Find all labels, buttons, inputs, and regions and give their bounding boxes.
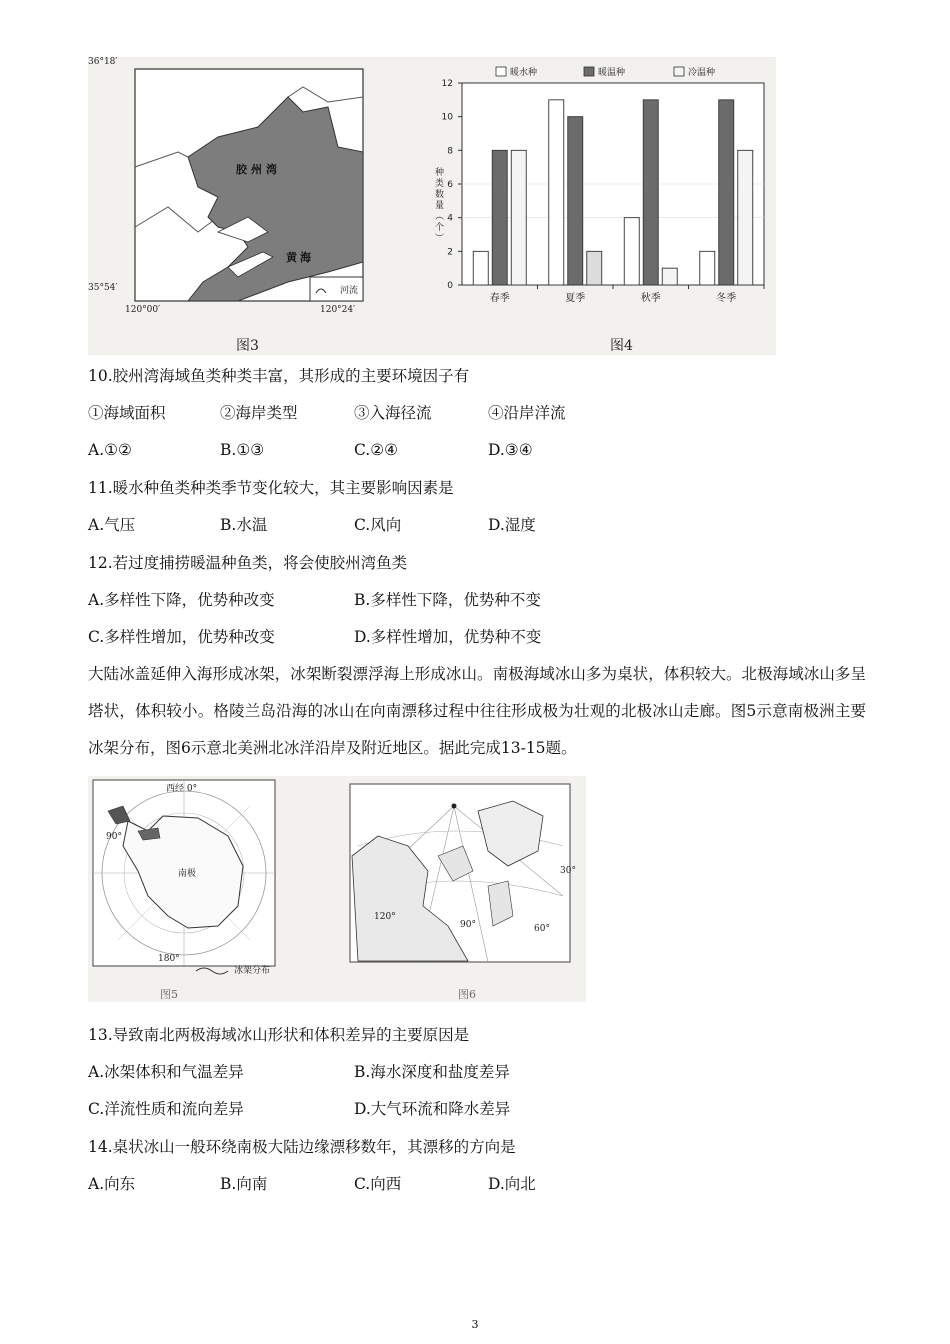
legend-label-1: 暖温种: [598, 68, 626, 78]
fig6-label-120: 120°: [374, 912, 396, 922]
lat-top-label: 36°18′: [88, 57, 118, 67]
legend-swatch-1: [584, 67, 594, 76]
fig5-angle-label: 90°: [106, 832, 122, 842]
page-number: 3: [471, 1318, 479, 1331]
bar-2-1: [643, 100, 658, 285]
fig5-legend-label: 冰架分布: [234, 966, 271, 976]
lon-right-label: 120°24′: [320, 305, 356, 315]
figure-6-map: [338, 776, 586, 1002]
q10-option-d: D.③④: [488, 441, 533, 459]
fig5-bottom-label: 180°: [158, 954, 180, 964]
q10-factor-3: ③入海径流: [354, 404, 432, 422]
q10-option-c: C.②④: [354, 441, 399, 459]
q10-option-b: B.①③: [220, 441, 265, 459]
fig5-top-label: 西经 0°: [166, 784, 198, 794]
q11-stem: 11.暖水种鱼类种类季节变化较大，其主要影响因素是: [88, 479, 454, 497]
bar-2-2: [662, 268, 677, 285]
bar-0-2: [511, 150, 526, 285]
legend-label-2: 冷温种: [688, 68, 716, 78]
legend-swatch-0: [496, 67, 506, 76]
q14-option-b: B.向南: [220, 1175, 268, 1193]
fig6-label-60: 60°: [534, 924, 550, 934]
river-legend-label: 河流: [340, 286, 359, 296]
q10-factor-2: ②海岸类型: [220, 404, 298, 422]
q13-option-b: B.海水深度和盐度差异: [354, 1063, 510, 1081]
bay-label: 胶州湾: [236, 163, 281, 176]
y-tick-label: 6: [447, 180, 453, 190]
y-tick-label: 2: [447, 247, 453, 258]
q12-option-b: B.多样性下降，优势种不变: [354, 591, 541, 609]
q14-stem: 14.桌状冰山一般环绕南极大陆边缘漂移数年，其漂移的方向是: [88, 1138, 516, 1156]
sea-label: 黄海: [286, 251, 314, 264]
bar-1-1: [568, 117, 583, 285]
legend-swatch-2: [674, 67, 684, 76]
q13-option-a: A.冰架体积和气温差异: [88, 1063, 244, 1081]
y-tick-label: 0: [447, 281, 453, 291]
fig5-pole-label: 南极: [178, 869, 197, 879]
q10-stem: 10.胶州湾海域鱼类种类丰富，其形成的主要环境因子有: [88, 367, 470, 385]
q12-option-c: C.多样性增加，优势种改变: [88, 628, 275, 646]
bar-3-1: [719, 100, 734, 285]
q13-stem: 13.导致南北两极海域冰山形状和体积差异的主要原因是: [88, 1026, 470, 1044]
x-category-label: 冬季: [716, 293, 737, 304]
y-tick-label: 10: [441, 112, 453, 123]
y-tick-label: 8: [447, 146, 453, 157]
y-axis-label: 种类数量（个）: [433, 167, 443, 244]
figure-4-chart: [388, 57, 776, 355]
figure-5-map: [88, 776, 338, 1002]
q11-option-b: B.水温: [220, 516, 268, 534]
q12-stem: 12.若过度捕捞暖温种鱼类，将会使胶州湾鱼类: [88, 554, 408, 572]
figure-4-svg: [388, 57, 776, 355]
q10-factor-1: ①海域面积: [88, 404, 166, 422]
bar-3-2: [738, 150, 753, 285]
q12-option-d: D.多样性增加，优势种不变: [354, 628, 542, 646]
fig6-label-90: 90°: [460, 920, 476, 930]
q10-option-a: A.①②: [88, 441, 132, 459]
q14-option-a: A.向东: [88, 1175, 136, 1193]
x-category-label: 夏季: [565, 293, 586, 304]
q11-option-c: C.风向: [354, 516, 402, 534]
bar-2-0: [624, 218, 639, 285]
passage-text: 大陆冰盖延伸入海形成冰架，冰架断裂漂浮海上形成冰山。南极海域冰山多为桌状，体积较大。北极海域冰山多呈塔状，体积较小。格陵兰岛沿海的冰山在向南漂移过程中往往形成极为壮观的北极冰山走廊。图5示意南极洲主要冰架分布，图6示意北美洲北冰洋沿岸及附近地区。据此完成13-15题。: [88, 665, 866, 757]
figure-3-caption: 图3: [236, 338, 259, 354]
lat-bottom-label: 35°54′: [88, 283, 118, 293]
fig6-label-30: 30°: [560, 866, 576, 876]
figure-3-map: [88, 57, 388, 355]
q12-option-a: A.多样性下降，优势种改变: [88, 591, 275, 609]
x-category-label: 春季: [489, 293, 510, 304]
figure-6-svg: [338, 776, 586, 1002]
q13-option-d: D.大气环流和降水差异: [354, 1100, 511, 1118]
bar-0-1: [492, 150, 507, 285]
q14-option-d: D.向北: [488, 1175, 536, 1193]
y-tick-label: 4: [447, 213, 453, 224]
q14-option-c: C.向西: [354, 1175, 402, 1193]
bar-1-2: [587, 251, 602, 285]
q11-option-d: D.湿度: [488, 516, 536, 534]
figure-5-caption: 图5: [160, 988, 178, 1001]
figure-5-svg: [88, 776, 338, 1002]
figure-6-caption: 图6: [458, 988, 476, 1001]
bar-1-0: [549, 100, 564, 285]
figure-4-caption: 图4: [610, 338, 633, 354]
bar-0-0: [473, 251, 488, 285]
x-category-label: 秋季: [640, 293, 661, 304]
q10-factor-4: ④沿岸洋流: [488, 404, 566, 422]
q11-option-a: A.气压: [88, 516, 136, 534]
y-tick-label: 12: [441, 79, 453, 89]
bar-3-0: [700, 251, 715, 285]
q13-option-c: C.洋流性质和流向差异: [88, 1100, 244, 1118]
lon-left-label: 120°00′: [125, 305, 161, 315]
legend-label-0: 暖水种: [510, 68, 538, 78]
